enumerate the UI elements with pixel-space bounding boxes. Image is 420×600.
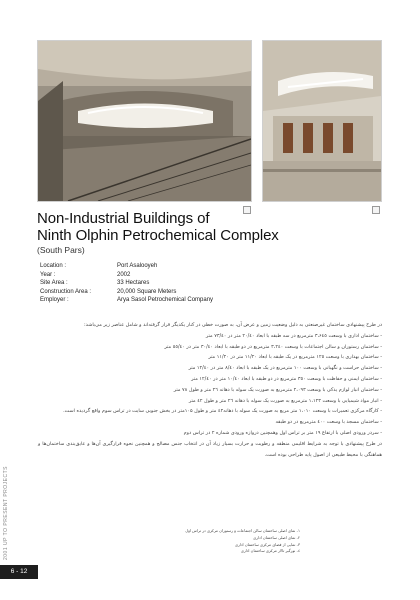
- caption: ۳- نمایی از فضای مرکزی ساختمان اداری: [235, 541, 300, 547]
- photo-central-hall: [262, 40, 382, 202]
- body-line: - ساختمان رستوران و سالن اجتماعات با وسعت ۳،٢٤۰ مترمربع در دو طبقه با ابعاد ۳۰/٤۰ متر در ٥٥/٤۰ متر: [164, 343, 382, 350]
- info-label: Site Area :: [40, 280, 68, 287]
- body-line: - انبار مواد شیمیایی با وسعت ۱،۱۲۳ مترمربع به صورت یک سوله با دهانه ۲٦ متر و طول ٤۲ متر: [188, 397, 382, 404]
- body-line: - سردر ورودی اصلی با ارتفاع ۱۹ متر بر تراس اول وهمچنین دروازه ورودی شماره ۲ در تراس دوم: [183, 429, 382, 436]
- info-row-employer: [40, 296, 213, 305]
- info-label: Location :: [40, 263, 67, 269]
- page-subtitle: (South Pars): [37, 245, 85, 255]
- info-row-site-area: [40, 279, 213, 288]
- body-paragraph: در طرح پیشنهادی با توجه به شرایط اقلیمی منطقه و رطوبت و حرارت بسیار زیاد آن در انتخاب جنس مصالح و همچنین نحوه قرارگیری آن‌ها و عایق‌بندی ساختمان‌ها و هماهنگی با محیط طبیعی از اصول پایه طراحی بوده است.: [38, 440, 382, 458]
- body-line: - کارگاه مرکزی تعمیرات با وسعت ۱،۰۱۰ متر مربع به صورت یک سوله با دهانه٤۲ متر و طول ۱۰۵متر در بخش جنوبی سایت در تراس سوم واقع گردیده است.: [63, 408, 382, 415]
- info-label: Employer :: [40, 297, 69, 304]
- body-line: - ساختمان بهداری با وسعت ۱۲٥ مترمربع در یک طبقه با ابعاد ۱۱/۲۰ متر در ۱۱/۲۰ متر: [208, 354, 382, 361]
- info-value: Port Asalooyeh: [117, 263, 158, 269]
- title-line-1: Non-Industrial Buildings of: [37, 210, 210, 227]
- caption: ۱- نمای اصلی ساختمان سالن اجتماعات و رستوران مرکزی در تراس اول: [185, 528, 300, 533]
- info-value: 20,000 Square Meters: [117, 288, 177, 295]
- info-row-location: [40, 262, 213, 271]
- photo-atrium-stairs: [37, 40, 252, 202]
- page-number: 6 - 12: [0, 565, 38, 579]
- body-line: - ساختمان مسجد با وسعت ٤۰۰ مترمربع در دو طبقه: [275, 419, 382, 426]
- body-line: - ساختمان اداری با وسعت ۳،۶٤٥ مترمربع در سه طبقه با ابعاد ۲۰/٤۰ متر در ۷۳/٤۰ متر: [205, 332, 382, 339]
- body-line: - ساختمان حراست و نگهبانی با وسعت ۱۰۰ مترمربع در یک طبقه با ابعاد ۸/٤۰ متر در ۱۲/٤۰ متر: [188, 365, 382, 372]
- project-info: [40, 262, 213, 305]
- info-label: Construction Area :: [40, 288, 92, 295]
- info-value: 33 Hectares: [117, 280, 150, 287]
- caption: ۲- نمای اصلی ساختمان اداری: [253, 534, 300, 540]
- caption: ٤- نورگیر تالار مرکزی ساختمان اداری: [240, 548, 300, 554]
- info-value: Arya Sasol Petrochemical Company: [117, 297, 214, 304]
- section-side-label: 2001 UP TO PRESENT PROJECTS: [3, 466, 9, 560]
- page-title: [37, 210, 377, 244]
- info-row-year: [40, 271, 213, 280]
- info-row-construction-area: [40, 288, 213, 297]
- body-paragraph: در طرح پیشنهادی ساختمان غیرصنعتی به دلیل وضعیت زمین و عرض آن، به صورت خطی در کنار یکدیگر قرار گرفته‌اند و شامل عناصر زیر می‌باشد:: [84, 322, 382, 328]
- title-line-2: Ninth Olphin Petrochemical Complex: [37, 227, 279, 244]
- photo-captions: [150, 528, 300, 555]
- body-line: - ساختمان ایمنی و حفاظت با وسعت ۳٥۰ مترمربع در دو طبقه با ابعاد ۱۰/٤۰ متر در ۱۲/٤۰ متر: [191, 375, 382, 382]
- body-line: - ساختمان انبار لوازم یدکی با وسعت ۲،۰۹۳ مترمربع به صورت یک سوله با دهانه ۲٦ متر و طول ۷۸ متر: [173, 386, 382, 393]
- info-value: 2002: [117, 271, 131, 278]
- description-text: [38, 320, 382, 460]
- info-label: Year :: [40, 271, 56, 278]
